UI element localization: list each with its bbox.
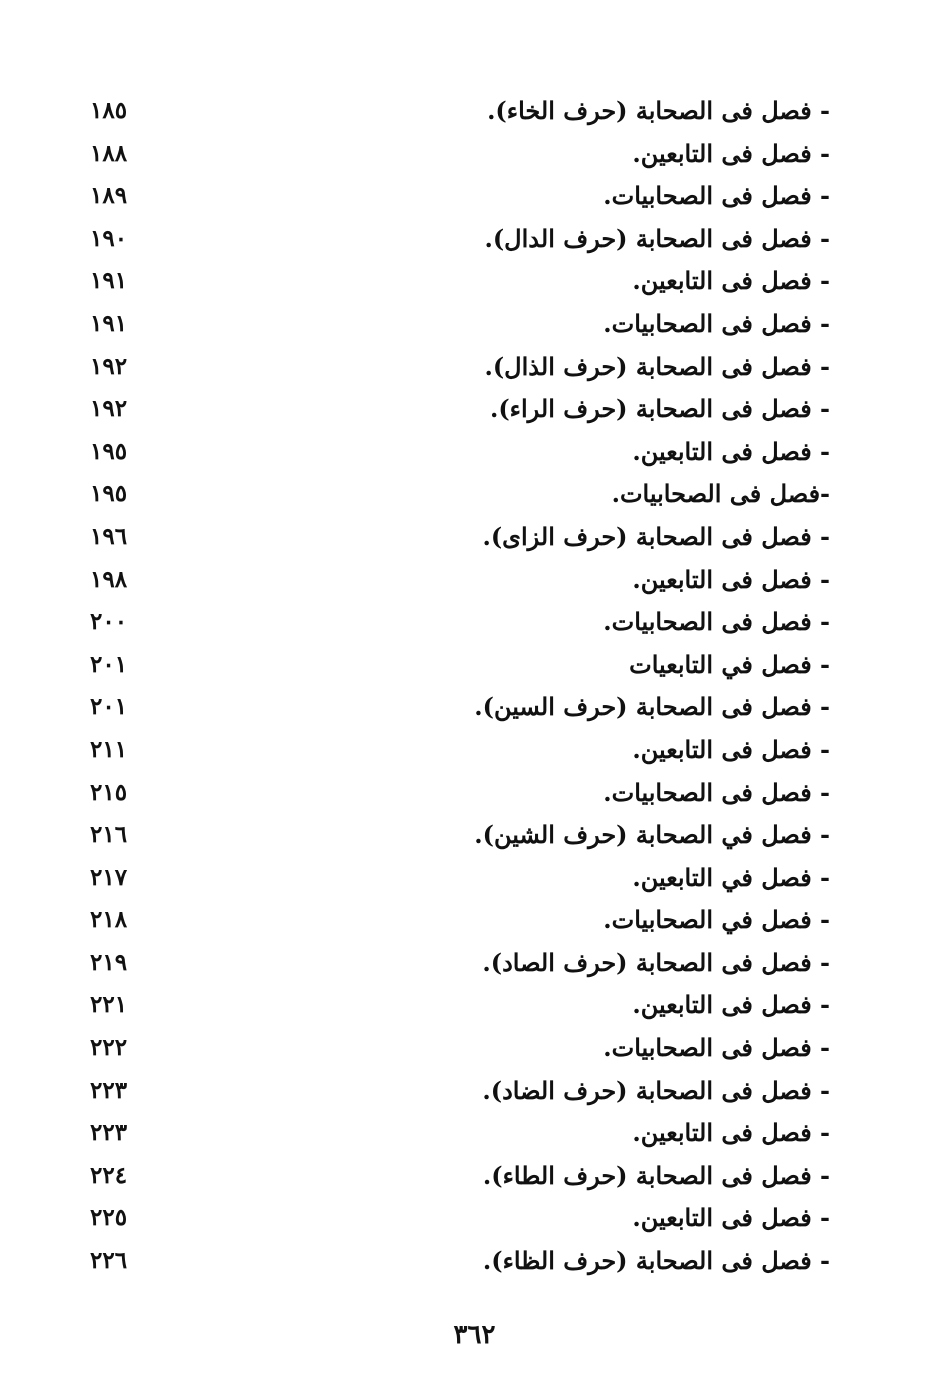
entry-title: - فصل فى التابعين. bbox=[632, 564, 830, 594]
toc-entry bbox=[80, 729, 830, 772]
entry-page-number: ٢٠١ bbox=[90, 693, 128, 721]
entry-page-number: ٢١٥ bbox=[90, 778, 128, 806]
entry-page-number: ٢١٨ bbox=[90, 906, 128, 934]
entry-page-number: ٢٢٤ bbox=[90, 1161, 128, 1189]
entry-title: - فصل فى الصحابة (حرف الذال). bbox=[484, 351, 830, 381]
entry-title: - فصل فى الصحابة (حرف الصاد). bbox=[482, 947, 830, 977]
entry-title: - فصل فى الصحابة (حرف الظاء). bbox=[482, 1246, 830, 1276]
entry-page-number: ١٩٥ bbox=[90, 480, 128, 508]
entry-page-number: ١٩٠ bbox=[90, 224, 128, 252]
entry-page-number: ١٩٥ bbox=[90, 437, 128, 465]
toc-entry bbox=[80, 1070, 830, 1113]
entry-title: -فصل فى الصحابيات. bbox=[611, 479, 830, 509]
toc-entry bbox=[80, 516, 830, 559]
toc-entry bbox=[80, 431, 830, 474]
toc-entry bbox=[80, 1240, 830, 1283]
entry-page-number: ٢٢٣ bbox=[90, 1076, 128, 1104]
toc-entry bbox=[80, 388, 830, 431]
entry-page-number: ١٩٢ bbox=[90, 395, 128, 423]
toc-entry bbox=[80, 899, 830, 942]
page-number: ٣٦٢ bbox=[453, 1320, 496, 1350]
toc-entry bbox=[80, 133, 830, 176]
entry-page-number: ١٩١ bbox=[90, 309, 128, 337]
entry-title: - فصل في التابعيات bbox=[629, 649, 830, 679]
toc-entry bbox=[80, 1197, 830, 1240]
entry-page-number: ٢٠١ bbox=[90, 650, 128, 678]
toc-entry bbox=[80, 686, 830, 729]
entry-title: - فصل فى الصحابة (حرف الضاد). bbox=[482, 1075, 830, 1105]
toc-entry bbox=[80, 260, 830, 303]
toc-entry bbox=[80, 644, 830, 687]
toc-entry bbox=[80, 218, 830, 261]
toc-entry bbox=[80, 984, 830, 1027]
entry-page-number: ٢٢٢ bbox=[90, 1034, 128, 1062]
entry-page-number: ٢٠٠ bbox=[90, 608, 128, 636]
entry-title: - فصل فى التابعين. bbox=[632, 436, 830, 466]
toc-entry bbox=[80, 814, 830, 857]
toc-entry bbox=[80, 1155, 830, 1198]
entry-page-number: ١٨٨ bbox=[90, 139, 128, 167]
entry-title: - فصل في الصحابيات. bbox=[603, 905, 830, 935]
entry-title: - فصل فى الصحابيات. bbox=[603, 1033, 830, 1063]
entry-title: - فصل فى التابعين. bbox=[632, 734, 830, 764]
entry-page-number: ١٨٩ bbox=[90, 182, 128, 210]
toc-entry bbox=[80, 601, 830, 644]
entry-title: - فصل فى الصحابة (حرف الخاء). bbox=[487, 96, 830, 125]
entry-page-number: ٢١٩ bbox=[90, 948, 128, 976]
toc-entry bbox=[80, 559, 830, 602]
entry-page-number: ١٩١ bbox=[90, 267, 128, 295]
entry-title: - فصل فى الصحابة (حرف السين). bbox=[474, 692, 830, 722]
toc-entry bbox=[80, 1112, 830, 1155]
toc-entry bbox=[80, 772, 830, 815]
entry-title: - فصل فى الصحابيات. bbox=[603, 777, 830, 807]
toc-entry bbox=[80, 175, 830, 218]
toc-entry bbox=[80, 346, 830, 389]
entry-title: - فصل فى التابعين. bbox=[632, 138, 830, 168]
toc-entry bbox=[80, 303, 830, 346]
entry-title: - فصل فى التابعين. bbox=[632, 1118, 830, 1148]
entry-page-number: ٢٢٥ bbox=[90, 1204, 128, 1232]
entry-page-number: ١٩٨ bbox=[90, 565, 128, 593]
entry-page-number: ٢١١ bbox=[90, 735, 128, 763]
toc-entry bbox=[80, 1027, 830, 1070]
entry-title: - فصل فى الصحابيات. bbox=[603, 181, 830, 211]
entry-title: - فصل فى التابعين. bbox=[632, 990, 830, 1020]
entry-page-number: ٢١٧ bbox=[90, 863, 128, 891]
entry-title: - فصل فى التابعين. bbox=[632, 266, 830, 296]
toc-entry bbox=[80, 942, 830, 985]
entry-title: - فصل في التابعين. bbox=[632, 862, 830, 892]
entry-page-number: ١٩٢ bbox=[90, 352, 128, 380]
toc-entry bbox=[80, 90, 830, 133]
entry-title: - فصل في الصحابة (حرف الشين). bbox=[474, 820, 830, 850]
entry-page-number: ١٨٥ bbox=[90, 97, 128, 124]
entry-page-number: ٢٢٦ bbox=[90, 1247, 128, 1275]
entry-page-number: ١٩٦ bbox=[90, 522, 128, 550]
entry-page-number: ٢٢٣ bbox=[90, 1119, 128, 1147]
entry-title: - فصل فى الصحابة (حرف الزاى). bbox=[482, 521, 830, 551]
entry-page-number: ٢٢١ bbox=[90, 991, 128, 1019]
entry-page-number: ٢١٦ bbox=[90, 821, 128, 849]
entry-title: - فصل فى الصحابيات. bbox=[603, 607, 830, 637]
toc-entry bbox=[80, 473, 830, 516]
entry-title: - فصل فى الصحابة (حرف الدال). bbox=[484, 223, 830, 253]
entry-title: - فصل فى الصحابة (حرف الطاء). bbox=[482, 1160, 830, 1190]
toc-entry bbox=[80, 857, 830, 900]
entry-title: - فصل فى الصحابة (حرف الراء). bbox=[489, 394, 830, 424]
entry-title: - فصل فى الصحابيات. bbox=[603, 308, 830, 338]
entry-title: - فصل فى التابعين. bbox=[632, 1203, 830, 1233]
table-of-contents bbox=[80, 90, 830, 1283]
